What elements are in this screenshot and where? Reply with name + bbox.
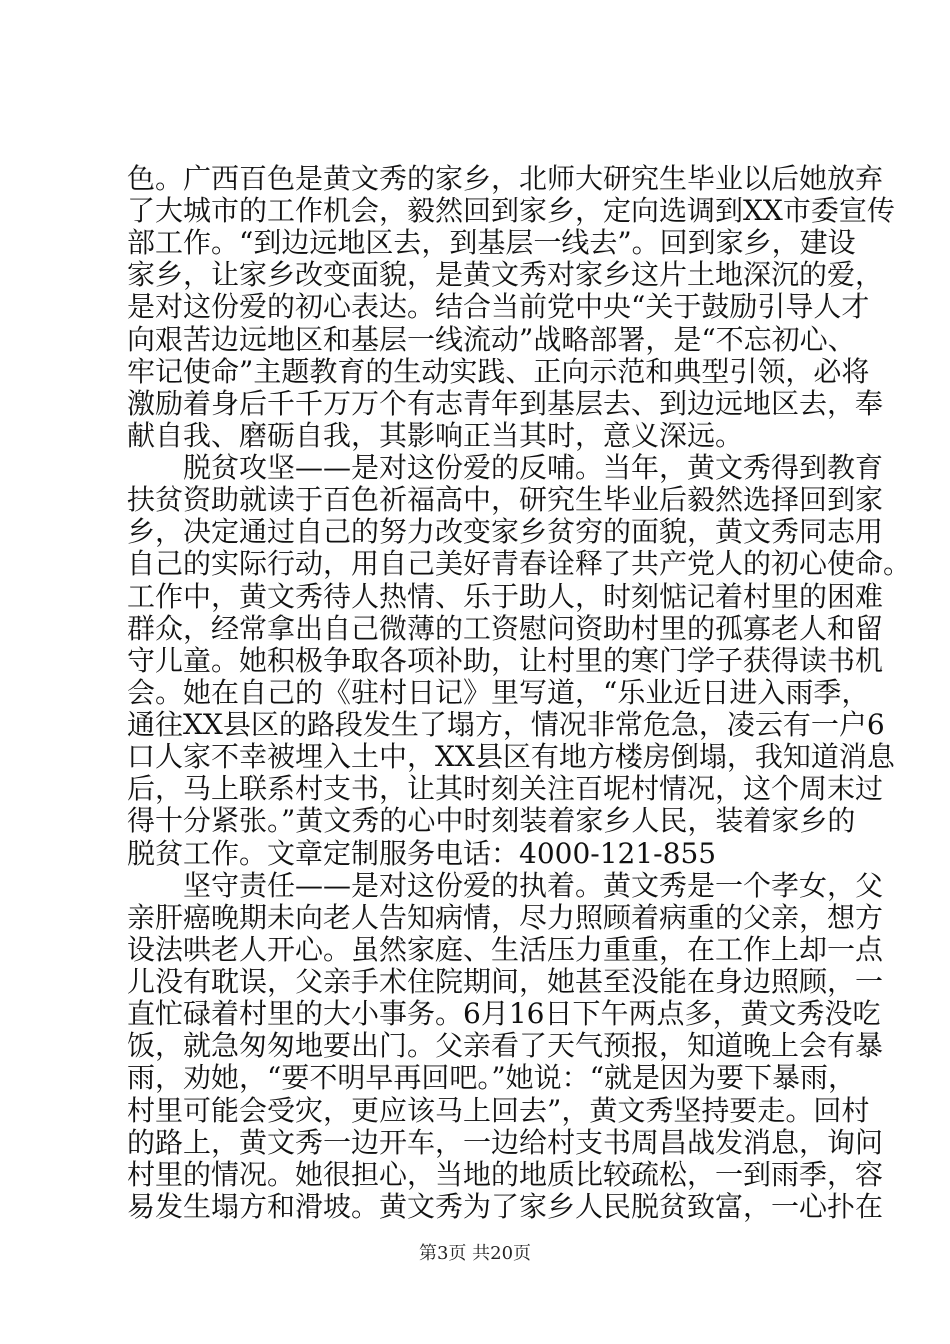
- text-line: 村里的情况。她很担心，当地的地质比较疏松，一到雨季，容: [127, 1157, 884, 1191]
- paragraph-first-line: 脱贫攻坚——是对这份爱的反哺。当年，黄文秀得到教育: [183, 451, 884, 485]
- text-line: 易发生塌方和滑坡。黄文秀为了家乡人民脱贫致富，一心扑在: [127, 1189, 884, 1223]
- text-line: 村里可能会受灾，更应该马上回去”，黄文秀坚持要走。回村: [127, 1093, 870, 1127]
- text-line: 家乡，让家乡改变面貌，是黄文秀对家乡这片土地深沉的爱，: [127, 258, 884, 292]
- text-line: 饭，就急匆匆地要出门。父亲看了天气预报，知道晚上会有暴: [127, 1029, 884, 1063]
- text-line: 扶贫资助就读于百色祈福高中，研究生毕业后毅然选择回到家: [127, 483, 884, 517]
- text-line: 色。广西百色是黄文秀的家乡，北师大研究生毕业以后她放弃: [127, 162, 884, 195]
- paragraph-first-line: 坚守责任——是对这份爱的执着。黄文秀是一个孝女，父: [183, 868, 884, 902]
- text-line: 工作中，黄文秀待人热情、乐于助人，时刻惦记着村里的困难: [127, 579, 884, 613]
- text-line: 守儿童。她积极争取各项补助，让村里的寒门学子获得读书机: [127, 643, 884, 677]
- text-line: 乡，决定通过自己的努力改变家乡贫穷的面貌，黄文秀同志用: [127, 515, 884, 549]
- text-line: 部工作。“到边远地区去，到基层一线去”。回到家乡，建设: [127, 226, 856, 260]
- text-line: 通往XX县区的路段发生了塌方，情况非常危急，凌云有一户6: [127, 708, 885, 742]
- document-body: [127, 162, 912, 1223]
- text-line: 激励着身后千千万万个有志青年到基层去、到边远地区去，奉: [127, 386, 884, 420]
- text-line: 雨，劝她，“要不明早再回吧。”她说：“就是因为要下暴雨，: [127, 1061, 856, 1095]
- page-number: 第3页 共20页: [418, 1243, 532, 1264]
- text-line: 群众，经常拿出自己微薄的工资慰问资助村里的孤寡老人和留: [127, 611, 884, 645]
- text-line: 设法哄老人开心。虽然家庭、生活压力重重，在工作上却一点: [127, 932, 884, 966]
- text-line: 向艰苦边远地区和基层一线流动”战略部署，是“不忘初心、: [127, 322, 856, 356]
- text-line: 的路上，黄文秀一边开车，一边给村支书周昌战发消息，询问: [127, 1125, 884, 1159]
- text-line: 得十分紧张。”黄文秀的心中时刻装着家乡人民，装着家乡的: [127, 804, 856, 838]
- text-line: 脱贫工作。文章定制服务电话：4000-121-855: [127, 836, 717, 870]
- text-line: 献自我、磨砺自我，其影响正当其时，意义深远。: [127, 418, 744, 452]
- text-line: 后，马上联系村支书，让其时刻关注百坭村情况，这个周末过: [127, 772, 884, 806]
- text-line: 是对这份爱的初心表达。结合当前党中央“关于鼓励引导人才: [127, 290, 870, 324]
- text-line: 儿没有耽误，父亲手术住院期间，她甚至没能在身边照顾，一: [127, 965, 884, 999]
- text-line: 牢记使命”主题教育的生动实践、正向示范和典型引领，必将: [127, 354, 870, 388]
- text-line: 直忙碌着村里的大小事务。6月16日下午两点多，黄文秀没吃: [127, 997, 881, 1031]
- text-line: 了大城市的工作机会，毅然回到家乡，定向选调到XX市委宣传: [127, 194, 895, 228]
- text-line: 会。她在自己的《驻村日记》里写道，“乐业近日进入雨季，: [127, 675, 870, 709]
- text-line: 自己的实际行动，用自己美好青春诠释了共产党人的初心使命。: [127, 547, 912, 581]
- text-line: 亲肝癌晚期未向老人告知病情，尽力照顾着病重的父亲，想方: [127, 900, 884, 934]
- text-line: 口人家不幸被埋入土中，XX县区有地方楼房倒塌，我知道消息: [127, 740, 895, 774]
